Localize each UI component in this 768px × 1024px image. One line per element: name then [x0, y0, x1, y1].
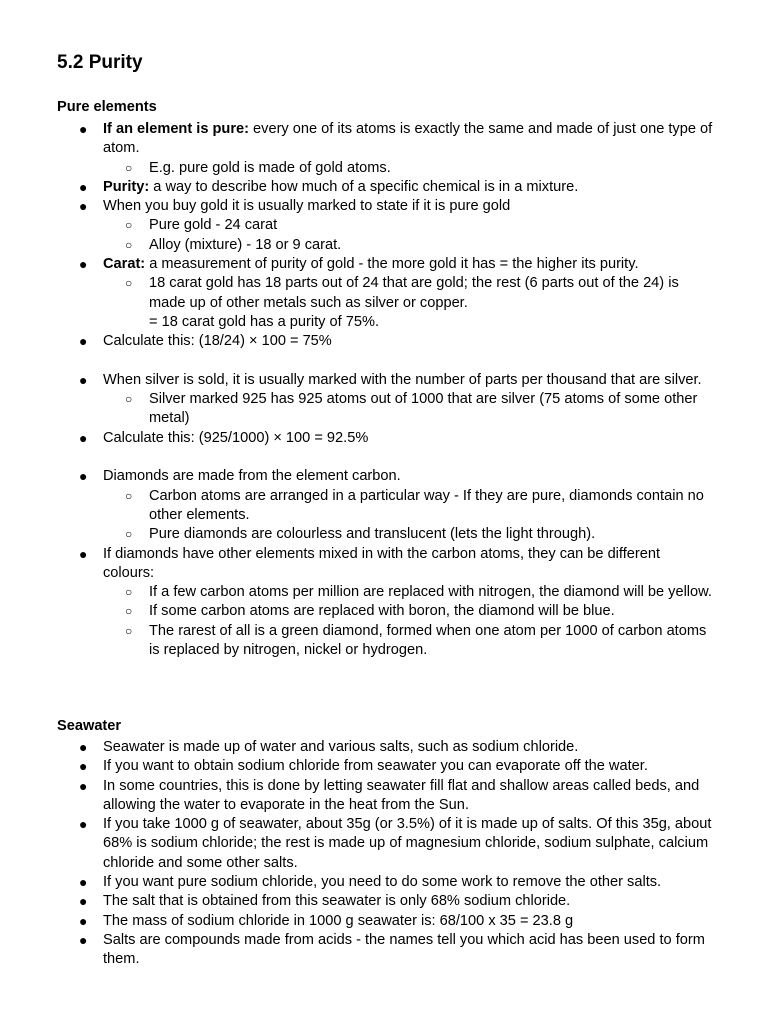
item-text: In some countries, this is done by letting seawater fill flat and shallow areas called beds, and allowing the water to evaporate in the heat from the Sun.: [103, 777, 700, 813]
list-item: [0, 178, 715, 197]
filled-bullet-icon: ●: [79, 545, 88, 562]
list-item: [0, 912, 715, 931]
hollow-bullet-icon: ○: [125, 392, 133, 407]
item-text: 18 carat gold has 18 parts out of 24 that are gold; the rest (6 parts out of the 24) is made up of other metals such as silver or copper.: [149, 275, 679, 311]
item-text: If you take 1000 g of seawater, about 35g (or 3.5%) of it is made up of salts. Of this 35g, about 68% is sodium chloride; the rest is made up of magnesium chloride, sodium sulphate, calcium chloride and some other salts.: [103, 816, 712, 871]
item-text: a measurement of purity of gold - the more gold it has = the higher its purity.: [145, 256, 639, 273]
item-text: Alloy (mixture) - 18 or 9 carat.: [149, 236, 342, 253]
item-text: If you want to obtain sodium chloride from seawater you can evaporate off the water.: [103, 758, 648, 775]
item-text: If you want pure sodium chloride, you need to do some work to remove the other salts.: [103, 874, 662, 891]
sub-list-item: [0, 487, 715, 526]
item-text: When you buy gold it is usually marked to state if it is pure gold: [103, 198, 511, 215]
list-item: [0, 120, 715, 159]
filled-bullet-icon: ●: [79, 931, 88, 948]
hollow-bullet-icon: ○: [125, 276, 133, 291]
hollow-bullet-icon: ○: [125, 160, 133, 175]
item-text: E.g. pure gold is made of gold atoms.: [149, 159, 391, 176]
list-item: [0, 332, 715, 351]
list-item: [0, 777, 715, 816]
filled-bullet-icon: ●: [79, 777, 88, 794]
item-text: Calculate this: (18/24) × 100 = 75%: [103, 333, 332, 350]
item-text: Diamonds are made from the element carbon.: [103, 468, 401, 485]
item-text: every one of its atoms is exactly the same and made of just one type of atom.: [103, 121, 713, 157]
sub-list-item: [0, 622, 715, 661]
list-item: [0, 429, 715, 448]
hollow-bullet-icon: ○: [125, 218, 133, 233]
hollow-bullet-icon: ○: [125, 604, 133, 619]
filled-bullet-icon: ●: [79, 893, 88, 910]
sub-list-item: [0, 525, 715, 544]
filled-bullet-icon: ●: [79, 758, 88, 775]
filled-bullet-icon: ●: [79, 256, 88, 273]
item-text: Carbon atoms are arranged in a particular way - If they are pure, diamonds contain no other elements.: [149, 487, 704, 523]
item-text-continuation: = 18 carat gold has a purity of 75%.: [149, 313, 379, 330]
term-label: Purity:: [103, 178, 150, 195]
item-text: Seawater is made up of water and various salts, such as sodium chloride.: [103, 739, 579, 755]
list-item: [0, 873, 715, 892]
item-text: The rarest of all is a green diamond, formed when one atom per 1000 of carbon atoms is replaced by nitrogen, nickel or hydrogen.: [149, 622, 707, 659]
item-text: The mass of sodium chloride in 1000 g seawater is: 68/100 x 35 = 23.8 g: [103, 912, 574, 929]
list-item: [0, 255, 715, 274]
section-heading-pure-elements: Pure elements: [57, 99, 157, 115]
filled-bullet-icon: ●: [79, 178, 88, 195]
list-item: [0, 467, 715, 486]
list-item: [0, 931, 715, 970]
list-item: [0, 545, 715, 584]
seawater-list: [0, 738, 715, 970]
sub-list-item: [0, 236, 715, 255]
term-label: If an element is pure:: [103, 121, 249, 137]
hollow-bullet-icon: ○: [125, 488, 133, 503]
sub-list-item: [0, 390, 715, 429]
list-item: [0, 815, 715, 873]
item-text: The salt that is obtained from this seawater is only 68% sodium chloride.: [103, 893, 571, 910]
sub-list-item: [0, 216, 715, 235]
filled-bullet-icon: ●: [79, 739, 88, 755]
filled-bullet-icon: ●: [79, 333, 88, 350]
item-text: Silver marked 925 has 925 atoms out of 1000 that are silver (75 atoms of some other metal): [149, 391, 698, 427]
item-text: If some carbon atoms are replaced with boron, the diamond will be blue.: [149, 603, 615, 620]
sub-list-item: [0, 583, 715, 602]
list-item: [0, 757, 715, 776]
item-text: If a few carbon atoms per million are replaced with nitrogen, the diamond will be yellow.: [149, 584, 712, 601]
filled-bullet-icon: ●: [79, 429, 88, 446]
list-item: [0, 892, 715, 911]
item-text: If diamonds have other elements mixed in with the carbon atoms, they can be different colours:: [103, 545, 661, 581]
filled-bullet-icon: ●: [79, 874, 88, 891]
item-text: a way to describe how much of a specific chemical is in a mixture.: [149, 178, 579, 195]
item-text: Salts are compounds made from acids - the names tell you which acid has been used to form them.: [103, 931, 705, 968]
sub-list-item: [0, 159, 715, 178]
blank-line: [0, 448, 715, 467]
sub-list-item: [0, 274, 715, 332]
filled-bullet-icon: ●: [79, 816, 88, 833]
hollow-bullet-icon: ○: [125, 623, 133, 638]
item-text: Calculate this: (925/1000) × 100 = 92.5%: [103, 429, 369, 446]
filled-bullet-icon: ●: [79, 468, 88, 485]
filled-bullet-icon: ●: [79, 198, 88, 215]
list-item: [0, 197, 715, 216]
list-item: [0, 738, 715, 757]
filled-bullet-icon: ●: [79, 121, 88, 137]
item-text: When silver is sold, it is usually marked with the number of parts per thousand that are silver.: [103, 371, 702, 388]
blank-line: [0, 352, 715, 371]
item-text: Pure gold - 24 carat: [149, 217, 278, 234]
item-text: Pure diamonds are colourless and translucent (lets the light through).: [149, 526, 596, 543]
filled-bullet-icon: ●: [79, 912, 88, 929]
section-heading-seawater: Seawater: [57, 718, 122, 734]
hollow-bullet-icon: ○: [125, 237, 133, 252]
sub-list-item: [0, 602, 715, 621]
pure-elements-list: [0, 120, 715, 660]
hollow-bullet-icon: ○: [125, 585, 133, 600]
term-label: Carat:: [103, 256, 146, 273]
hollow-bullet-icon: ○: [125, 527, 133, 542]
filled-bullet-icon: ●: [79, 371, 88, 388]
list-item: [0, 371, 715, 390]
page-title: 5.2 Purity: [57, 52, 143, 73]
